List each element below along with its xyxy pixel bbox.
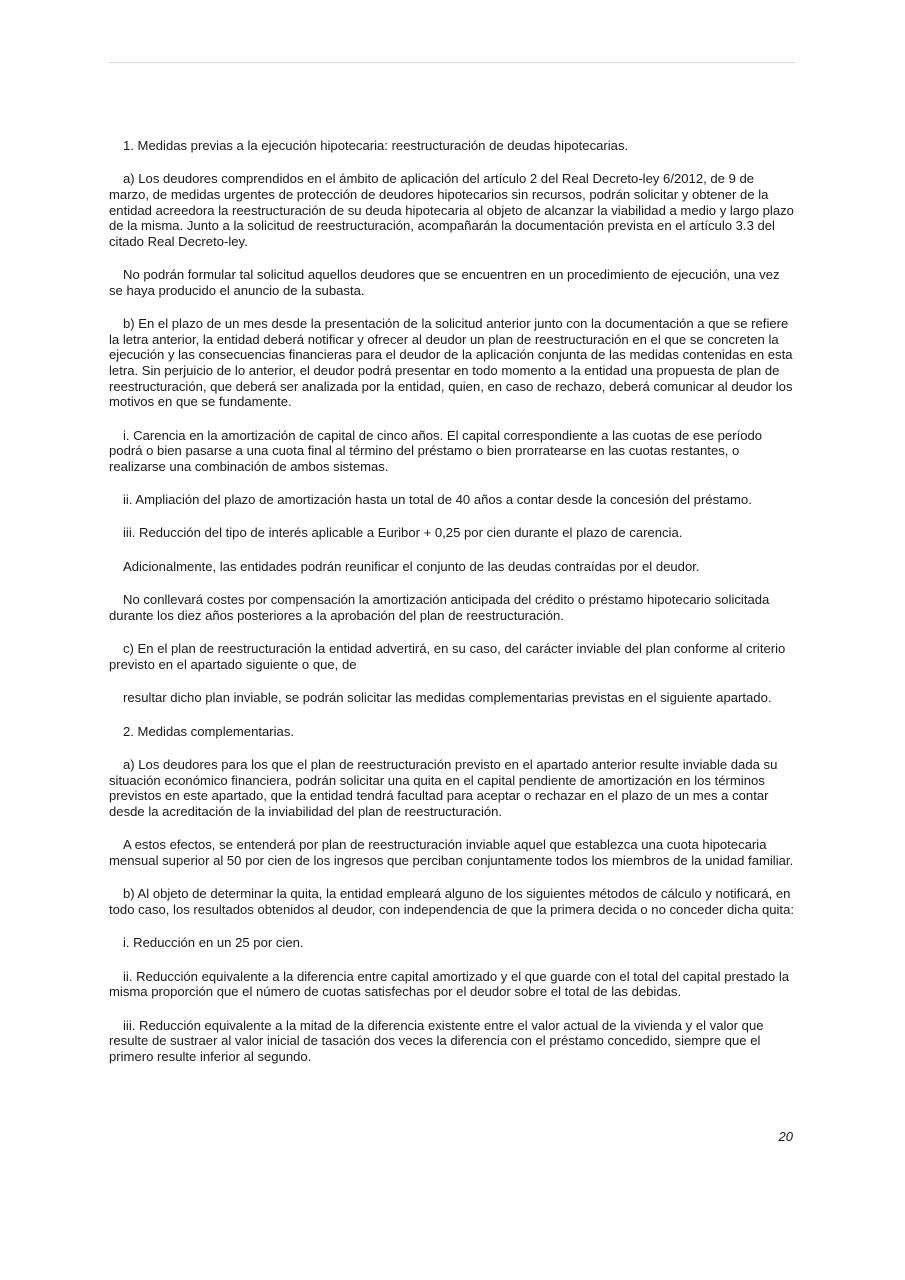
paragraph-1c: c) En el plan de reestructuración la entidad advertirá, en su caso, del carácter inviable del plan conforme al criterio previsto en el apartado siguiente o que, de [109,641,786,672]
paragraph-2a: a) Los deudores para los que el plan de reestructuración previsto en el apartado anterior resulte inviable dada su situación económico financiera, podrán solicitar una quita en el capital pendiente de amortización en los términos previstos en este apartado, que la entidad tendrá facultad para aceptar o rechazar en el plazo de un mes a contar desde la acreditación de la inviabilidad del plan de reestructuración. [109,757,778,819]
paragraph-reunificar: Adicionalmente, las entidades podrán reunificar el conjunto de las deudas contraídas por el deudor. [123,558,700,574]
paragraph-1a-exclusion: No podrán formular tal solicitud aquellos deudores que se encuentren en un procedimiento de ejecución, una vez se haya producido el anuncio de la subasta. [109,267,780,298]
paragraph-2b-iii: iii. Reducción equivalente a la mitad de la diferencia existente entre el valor actual de la vivienda y el valor que resulte de sustraer al valor inicial de tasación dos veces la diferencia con el préstamo concedido, siempre que el primero resulte inferior al segundo. [109,1017,764,1064]
paragraph-1a: a) Los deudores comprendidos en el ámbito de aplicación del artículo 2 del Real Decreto-ley 6/2012, de 9 de marzo, de medidas urgentes de protección de deudores hipotecarios sin recursos, podrán solicitar y obtener de la entidad acreedora la reestructuración de su deuda hipotecaria al objeto de alcanzar la viabilidad a medio y largo plazo de la misma. Junto a la solicitud de reestructuración, acompañarán la documentación prevista en el artículo 3.3 del citado Real Decreto-ley. [109,171,794,249]
paragraph-2b-ii: ii. Reducción equivalente a la diferencia entre capital amortizado y el que guarde con el total del capital prestado la misma proporción que el número de cuotas satisfechas por el deudor sobre el total de las debidas. [109,968,790,1000]
paragraph-1b-ii: ii. Ampliación del plazo de amortización hasta un total de 40 años a contar desde la concesión del préstamo. [123,492,752,508]
document-body [109,138,795,1082]
paragraph-2b: b) Al objeto de determinar la quita, la entidad empleará alguno de los siguientes métodos de cálculo y notificará, en todo caso, los resultados obtenidos al deudor, con independencia de que la primera decida o no conceder dicha quita: [109,886,794,917]
header-rule [109,62,795,63]
paragraph-section-2-title: 2. Medidas complementarias. [123,723,295,739]
paragraph-section-1-title: 1. Medidas previas a la ejecución hipotecaria: reestructuración de deudas hipotecarias. [123,138,629,153]
paragraph-1b-iii: iii. Reducción del tipo de interés aplicable a Euribor + 0,25 por cien durante el plazo de carencia. [123,525,683,541]
paragraph-1b-i: i. Carencia en la amortización de capital de cinco años. El capital correspondiente a las cuotas de ese período podrá o bien pasarse a una cuota final al término del préstamo o bien prorratearse en las cuotas restantes, o realizarse una combinación de ambos sistemas. [109,427,763,474]
paragraph-2b-i: i. Reducción en un 25 por cien. [123,935,304,951]
paragraph-sin-costes: No conllevará costes por compensación la amortización anticipada del crédito o préstamo hipotecario solicitada durante los diez años posteriores a la aprobación del plan de reestructuración. [109,592,770,623]
page-number: 20 [778,1129,793,1144]
paragraph-1b: b) En el plazo de un mes desde la presentación de la solicitud anterior junto con la documentación a que se refiere la letra anterior, la entidad deberá notificar y ofrecer al deudor un plan de reestructuración en el que se concreten la ejecución y las consecuencias financieras para el deudor de la aplicación conjunta de las medidas contenidas en esta letra. Sin perjuicio de lo anterior, el deudor podrá presentar en todo momento a la entidad una propuesta de plan de reestructuración, que deberá ser analizada por la entidad, quien, en caso de rechazo, deberá comunicar al deudor los motivos en que se fundamente. [109,316,793,410]
paragraph-2a-definition: A estos efectos, se entenderá por plan de reestructuración inviable aquel que establezca una cuota hipotecaria mensual superior al 50 por cien de los ingresos que perciban conjuntamente todos los miembros de la unidad familiar. [109,837,794,868]
paragraph-1c-continuation: resultar dicho plan inviable, se podrán solicitar las medidas complementarias previstas en el siguiente apartado. [123,690,772,706]
